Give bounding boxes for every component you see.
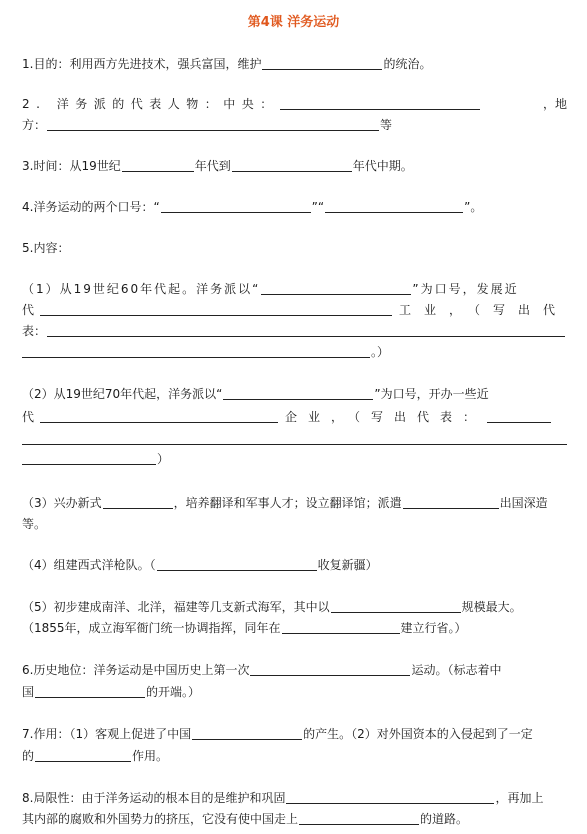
p3-text: 出国深造 — [499, 496, 548, 510]
blank[interactable] — [40, 410, 278, 423]
p1-text: 。） — [371, 345, 390, 359]
question-6-line-2 — [22, 684, 567, 700]
blank[interactable] — [35, 749, 131, 762]
blank[interactable] — [22, 430, 567, 445]
blank[interactable] — [223, 387, 373, 400]
blank[interactable] — [40, 303, 392, 316]
blank[interactable] — [280, 97, 480, 110]
q6-text: 的开端。） — [146, 685, 201, 699]
part-2 — [22, 386, 567, 402]
q7-text: 作用。 — [132, 749, 169, 763]
q2-text: 2. 洋务派的代表人物：中央： — [22, 97, 279, 111]
q7-text: 的产生。（2）对外国资本的入侵起到了一定 — [303, 727, 533, 741]
question-7-line-2 — [22, 748, 567, 764]
part-1 — [22, 281, 567, 297]
p3-text: 等。 — [22, 517, 47, 531]
q3-text: 年代到 — [194, 159, 231, 173]
question-2-line-2 — [22, 117, 567, 133]
p2-text: ） — [157, 452, 170, 466]
q8-text: 其内部的腐败和外国势力的挤压，它没有使中国走上 — [22, 812, 299, 826]
p3-text: （3）兴办新式 — [22, 496, 102, 510]
q8-text: 的道路。 — [420, 812, 469, 826]
blank[interactable] — [282, 621, 400, 634]
question-4 — [22, 199, 567, 215]
blank[interactable] — [487, 410, 551, 423]
blank[interactable] — [157, 558, 317, 571]
blank[interactable] — [22, 452, 156, 465]
p2-text: 代 — [22, 410, 35, 424]
q5-text: 5.内容： — [22, 241, 70, 255]
q2-text: ，地 — [542, 97, 567, 111]
p2-text: （2）从19世纪70年代起，洋务派以“ — [22, 387, 223, 401]
question-3 — [22, 158, 567, 174]
p1-text: 表： — [22, 324, 47, 338]
part-5-line-2 — [22, 620, 567, 636]
q1-text: 的统治。 — [383, 57, 432, 71]
blank[interactable] — [250, 663, 410, 676]
q4-text: ”“ — [311, 200, 325, 214]
q7-text: 的 — [22, 749, 35, 763]
p2-text: ”为口号，开办一些近 — [374, 387, 489, 401]
question-8 — [22, 790, 567, 806]
blank[interactable] — [262, 57, 382, 70]
q2-text: 等 — [380, 118, 393, 132]
q3-text: 年代中期。 — [352, 159, 413, 173]
question-7 — [22, 726, 567, 742]
p3-text: ，培养翻译和军事人才；设立翻译馆；派遣 — [173, 496, 402, 510]
blank[interactable] — [47, 324, 565, 337]
blank[interactable] — [299, 812, 419, 825]
q8-text: ，再加上 — [495, 791, 544, 805]
part-4 — [22, 557, 567, 573]
q6-text: 国 — [22, 685, 35, 699]
blank[interactable] — [331, 600, 461, 613]
q4-text: ”。 — [464, 200, 483, 214]
blank[interactable] — [161, 200, 311, 213]
blank[interactable] — [232, 159, 352, 172]
p1-text: （1）从19世纪60年代起。洋务派以“ — [22, 282, 261, 296]
question-2 — [22, 96, 567, 112]
blank[interactable] — [47, 118, 379, 131]
part-3-line-2 — [22, 516, 567, 532]
blank[interactable] — [122, 159, 194, 172]
q2-text: 方： — [22, 118, 47, 132]
p1-text: 工业，（写出代 — [399, 303, 569, 317]
blank[interactable] — [103, 496, 173, 509]
question-5 — [22, 240, 567, 256]
part-1-line-3 — [22, 323, 567, 339]
p4-text: （4）组建西式洋枪队。（ — [22, 558, 156, 572]
p5-text: 规模最大。 — [461, 600, 522, 614]
question-6 — [22, 662, 567, 678]
blank[interactable] — [261, 282, 411, 295]
part-2-line-3 — [22, 430, 567, 446]
q1-text: 1.目的：利用西方先进技术，强兵富国，维护 — [22, 57, 262, 71]
blank[interactable] — [35, 685, 145, 698]
q3-text: 3.时间：从19世纪 — [22, 159, 121, 173]
part-2-line-2 — [22, 409, 567, 425]
p5-text: （5）初步建成南洋、北洋，福建等几支新式海军，其中以 — [22, 600, 330, 614]
question-8-line-2 — [22, 811, 567, 827]
blank[interactable] — [22, 345, 370, 358]
blank[interactable] — [286, 791, 494, 804]
q8-text: 8.局限性：由于洋务运动的根本目的是维护和巩固 — [22, 791, 286, 805]
question-1 — [22, 56, 567, 72]
part-3 — [22, 495, 567, 511]
part-1-line-4 — [22, 344, 567, 360]
p1-text: 代 — [22, 303, 35, 317]
p1-text: ”为口号，发展近 — [412, 282, 519, 296]
p5-text: （1855年，成立海军衙门统一协调指挥，同年在 — [22, 621, 281, 635]
page-title: 第4课 洋务运动 — [247, 15, 340, 30]
part-1-line-2 — [22, 302, 567, 318]
p5-text: 建立行省。） — [400, 621, 467, 635]
q7-text: 7.作用：（1）客观上促进了中国 — [22, 727, 192, 741]
blank[interactable] — [192, 727, 302, 740]
q4-text: 4.洋务运动的两个口号：“ — [22, 200, 160, 214]
part-5 — [22, 599, 567, 615]
blank[interactable] — [325, 200, 463, 213]
part-2-line-4 — [22, 451, 567, 467]
p2-text: 企业，（写出代表： — [285, 410, 487, 424]
blank[interactable] — [403, 496, 499, 509]
q6-text: 6.历史地位：洋务运动是中国历史上第一次 — [22, 663, 250, 677]
q6-text: 运动。（标志着中 — [411, 663, 502, 677]
p4-text: 收复新疆） — [317, 558, 378, 572]
